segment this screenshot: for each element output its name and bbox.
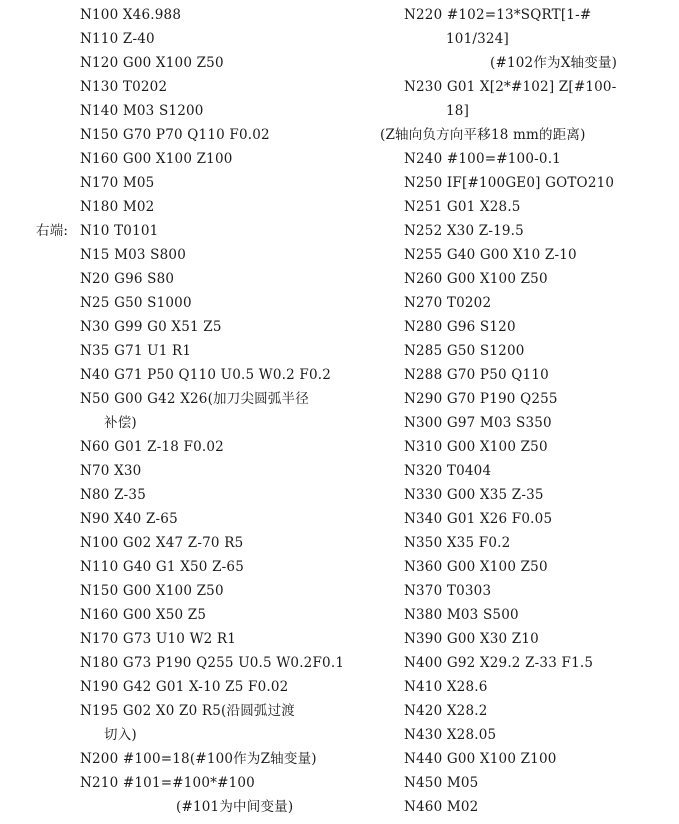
code-line: N20 G96 S80 <box>80 271 175 287</box>
code-line: N400 G92 X29.2 Z-33 F1.5 <box>404 655 594 671</box>
code-line: N210 #101=#100*#100 <box>80 775 255 791</box>
code-line: N360 G00 X100 Z50 <box>404 559 548 575</box>
code-line-continuation: 补偿) <box>104 415 137 431</box>
code-line: N100 G02 X47 Z-70 R5 <box>80 535 244 551</box>
right-column <box>380 3 675 819</box>
code-line-continuation: 切入) <box>104 727 137 743</box>
code-line: N195 G02 X0 Z0 R5(沿圆弧过渡 <box>80 703 295 719</box>
code-line: N80 Z-35 <box>80 487 147 503</box>
code-line: N60 G01 Z-18 F0.02 <box>80 439 224 455</box>
code-line: N310 G00 X100 Z50 <box>404 439 548 455</box>
code-line: N40 G71 P50 Q110 U0.5 W0.2 F0.2 <box>80 367 332 383</box>
code-line: N170 G73 U10 W2 R1 <box>80 631 237 647</box>
code-line: N10 T0101 <box>80 223 159 239</box>
code-line: N50 G00 G42 X26(加刀尖圆弧半径 <box>80 391 309 407</box>
code-line: N160 G00 X50 Z5 <box>80 607 207 623</box>
code-line: N90 X40 Z-65 <box>80 511 178 527</box>
code-line: N30 G99 G0 X51 Z5 <box>80 319 222 335</box>
code-comment: (Z轴向负方向平移18 mm的距离) <box>380 127 586 143</box>
code-line: N270 T0202 <box>404 295 492 311</box>
code-line: N35 G71 U1 R1 <box>80 343 192 359</box>
code-line-continuation: 101/324] <box>446 31 509 47</box>
code-comment: (#101为中间变量) <box>176 799 294 815</box>
code-line: N460 M02 <box>404 799 479 815</box>
code-line: N70 X30 <box>80 463 142 479</box>
code-line: N150 G70 P70 Q110 F0.02 <box>80 127 270 143</box>
code-line: N120 G00 X100 Z50 <box>80 55 224 71</box>
code-line: N220 #102=13*SQRT[1-# <box>404 7 592 23</box>
code-line: N190 G42 G01 X-10 Z5 F0.02 <box>80 679 289 695</box>
code-line: N330 G00 X35 Z-35 <box>404 487 544 503</box>
code-line: N140 M03 S1200 <box>80 103 204 119</box>
code-line: N380 M03 S500 <box>404 607 519 623</box>
code-line: N170 M05 <box>80 175 155 191</box>
code-line: N255 G40 G00 X10 Z-10 <box>404 247 577 263</box>
code-line: N150 G00 X100 Z50 <box>80 583 224 599</box>
code-line: N290 G70 P190 Q255 <box>404 391 558 407</box>
code-line: N285 G50 S1200 <box>404 343 525 359</box>
code-line: N260 G00 X100 Z50 <box>404 271 548 287</box>
code-line: N110 Z-40 <box>80 31 155 47</box>
code-line: N420 X28.2 <box>404 703 488 719</box>
code-line: N450 M05 <box>404 775 479 791</box>
code-line: N350 X35 F0.2 <box>404 535 511 551</box>
code-line: N390 G00 X30 Z10 <box>404 631 539 647</box>
code-line-with-label <box>36 219 366 243</box>
code-line: N160 G00 X100 Z100 <box>80 151 233 167</box>
code-line: N251 G01 X28.5 <box>404 199 521 215</box>
code-line: N100 X46.988 <box>80 7 182 23</box>
code-line: N25 G50 S1000 <box>80 295 192 311</box>
left-column <box>36 3 366 819</box>
code-line: N230 G01 X[2*#102] Z[#100- <box>404 79 617 95</box>
code-line: N110 G40 G1 X50 Z-65 <box>80 559 244 575</box>
section-label-right-end: 右端: <box>36 223 69 239</box>
code-line: N180 M02 <box>80 199 155 215</box>
code-line-continuation: 18] <box>446 103 470 119</box>
code-line: N130 T0202 <box>80 79 168 95</box>
code-line: N15 M03 S800 <box>80 247 186 263</box>
code-line: N410 X28.6 <box>404 679 488 695</box>
code-line: N370 T0303 <box>404 583 492 599</box>
code-line: N288 G70 P50 Q110 <box>404 367 549 383</box>
code-line: N250 IF[#100GE0] GOTO210 <box>404 175 615 191</box>
code-line: N240 #100=#100-0.1 <box>404 151 561 167</box>
code-line: N300 G97 M03 S350 <box>404 415 552 431</box>
code-line: N200 #100=18(#100作为Z轴变量) <box>80 751 317 767</box>
code-line: N280 G96 S120 <box>404 319 516 335</box>
code-line: N430 X28.05 <box>404 727 497 743</box>
code-comment: (#102作为X轴变量) <box>490 55 618 71</box>
code-line: N320 T0404 <box>404 463 492 479</box>
code-line: N252 X30 Z-19.5 <box>404 223 524 239</box>
code-line: N440 G00 X100 Z100 <box>404 751 557 767</box>
code-line: N340 G01 X26 F0.05 <box>404 511 553 527</box>
code-line: N180 G73 P190 Q255 U0.5 W0.2F0.1 <box>80 655 345 671</box>
